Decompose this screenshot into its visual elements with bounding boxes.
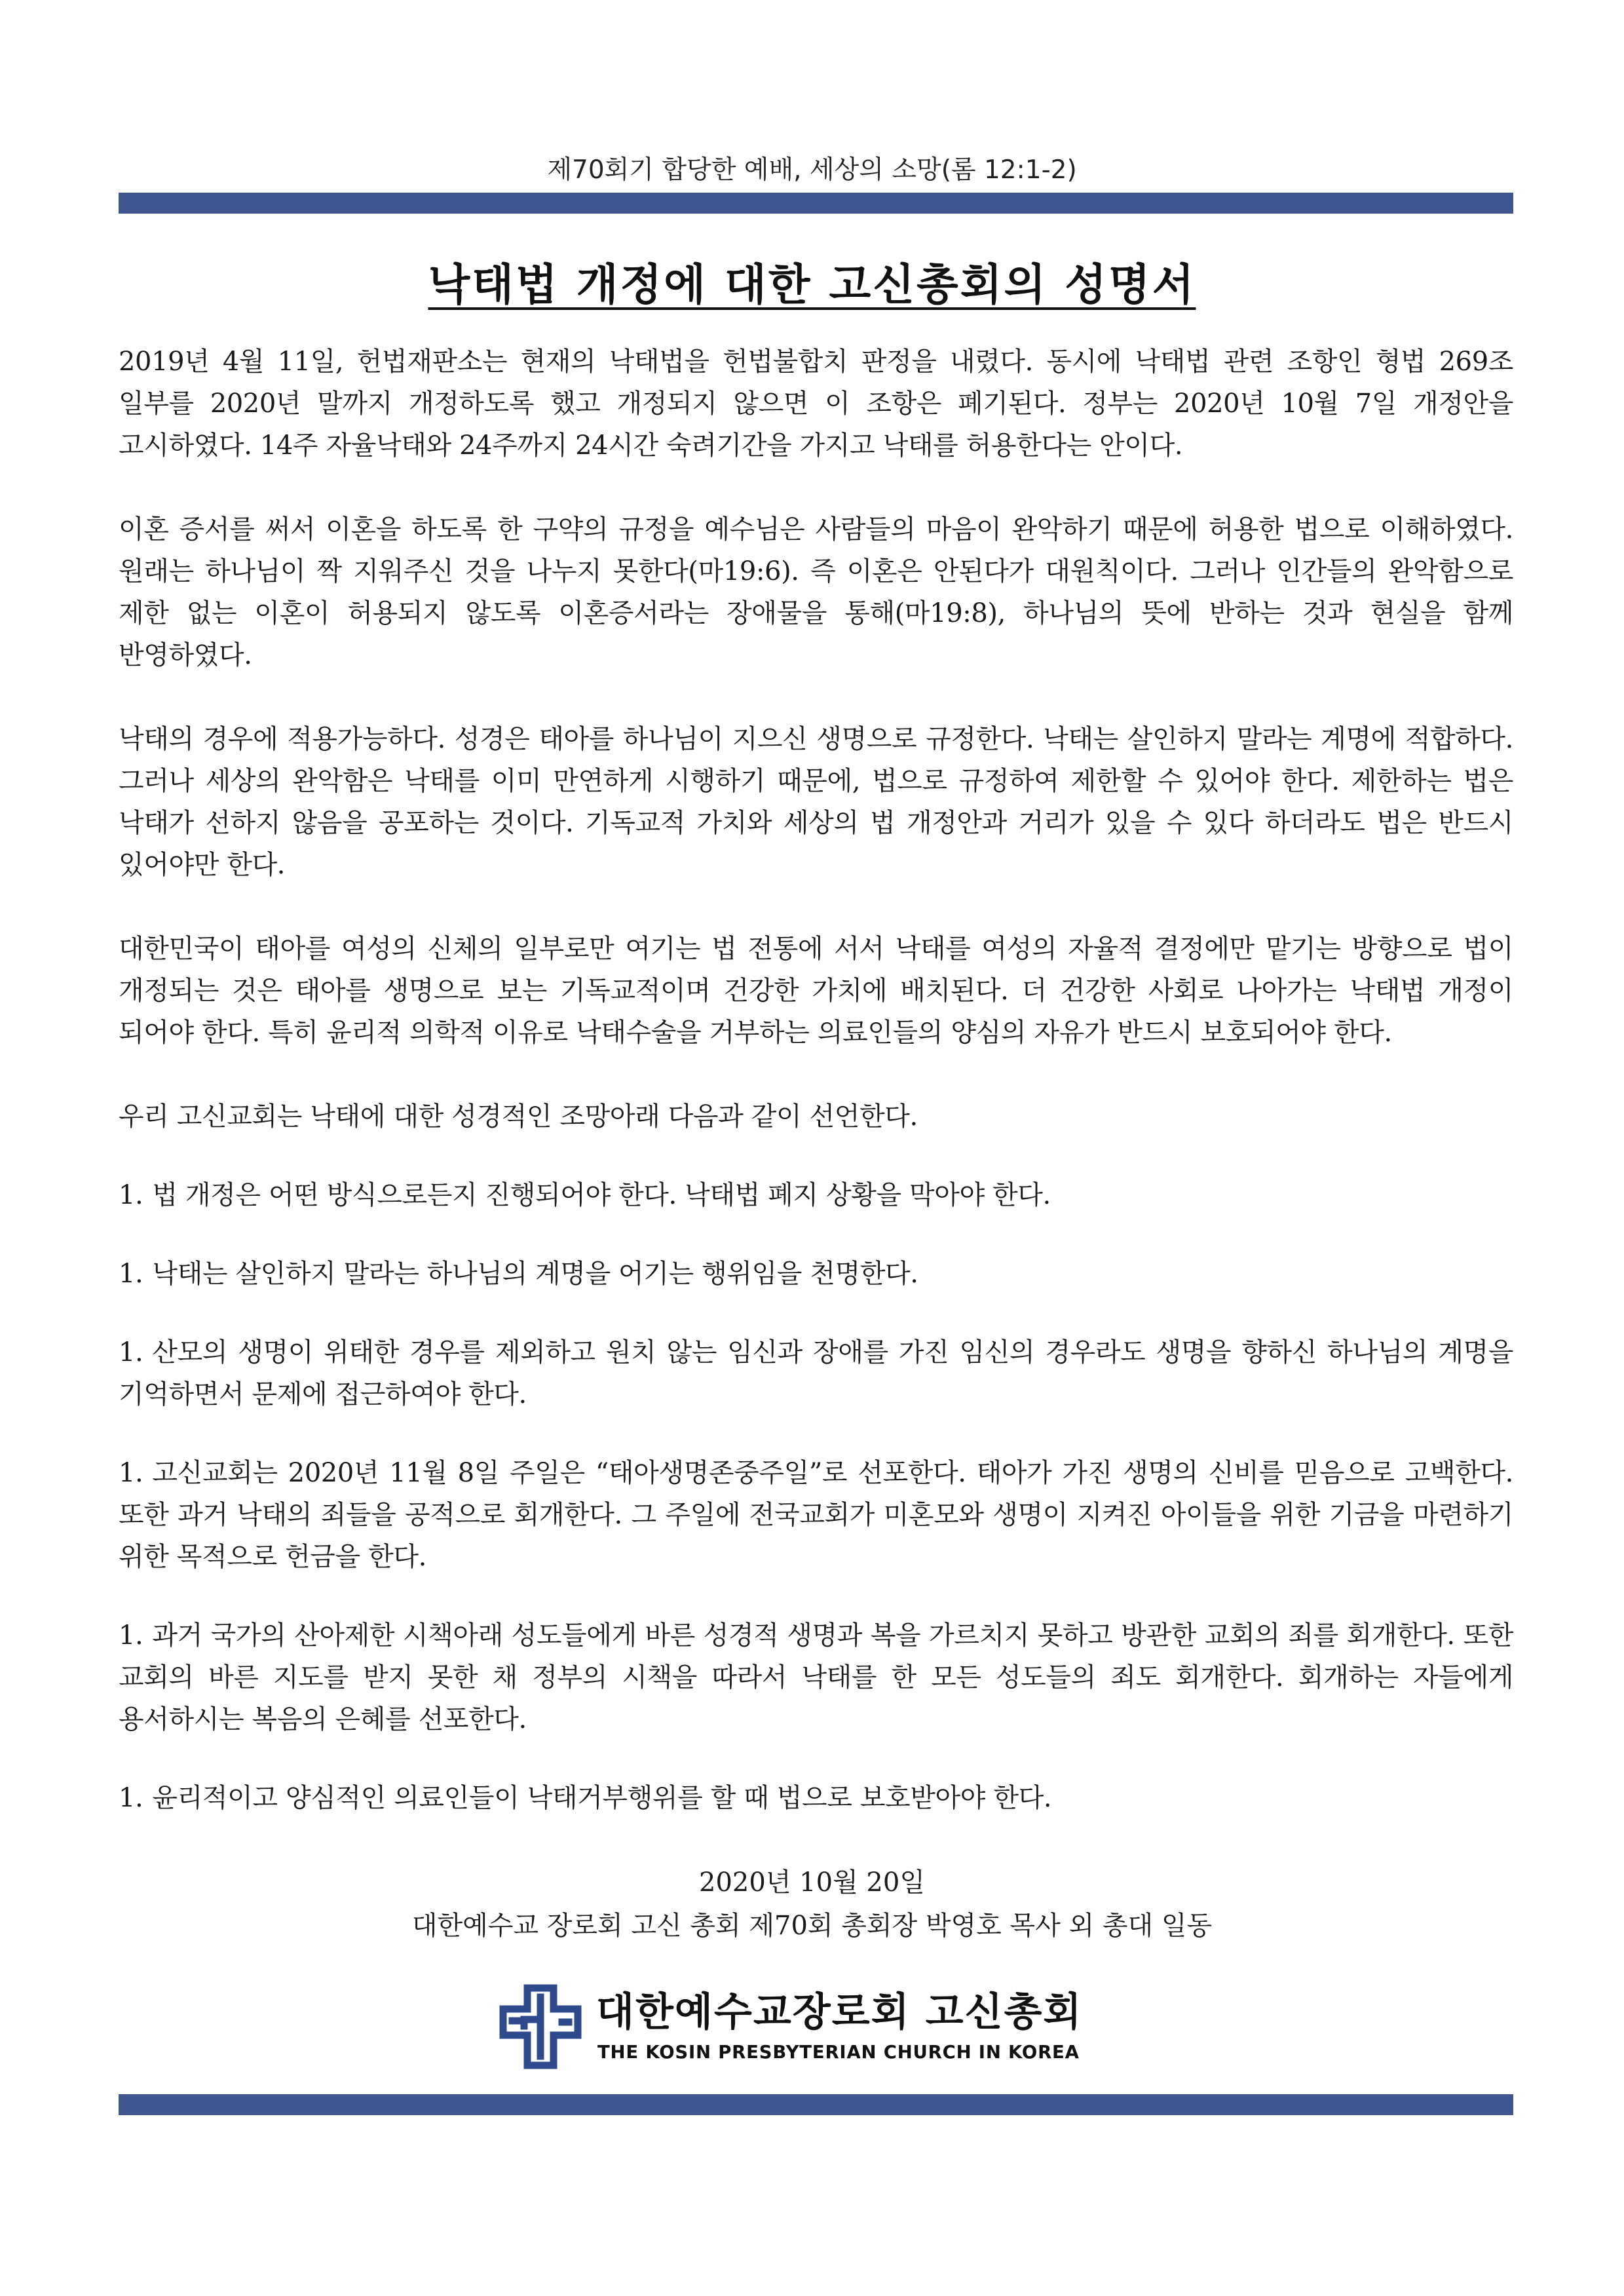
declaration-number: 1. — [119, 1783, 143, 1813]
declaration-item — [119, 1331, 1513, 1415]
declaration-number: 1. — [119, 1620, 143, 1651]
paragraph-law-direction: 대한민국이 태아를 여성의 신체의 일부로만 여기는 법 전통에 서서 낙태를 여성의 자율적 결정에만 맡기는 방향으로 법이 개정되는 것은 태아를 생명으로 보는 기독교적이며 건강한 가치에 배치된다. 더 건강한 사회로 나아가는 낙태법 개정이 되어야 한다. 특히 윤리적 의학적 이유로 낙태수술을 거부하는 의료인들의 양심의 자유가 반드시 보호되어야 한다. — [119, 934, 1513, 1048]
declaration-intro: 우리 고신교회는 낙태에 대한 성경적인 조망아래 다음과 같이 선언한다. — [119, 1101, 918, 1132]
declaration-text: 윤리적이고 양심적인 의료인들이 낙태거부행위를 할 때 법으로 보호받아야 한다. — [152, 1783, 1052, 1813]
logo-name-korean: 대한예수교장로회 고신총회 — [596, 1989, 1083, 2035]
declaration-text: 고신교회는 2020년 11월 8일 주일은 “태아생명존중주일”로 선포한다. 태아가 가진 생명의 신비를 믿음으로 고백한다. 또한 과거 낙태의 죄들을 공적으로 회개한다. 그 주일에 전국교회가 미혼모와 생명이 지켜진 아이들을 위한 기금을 마련하기 위한 목적으로 헌금을 한다. — [119, 1458, 1513, 1572]
church-emblem-icon — [498, 1983, 583, 2071]
declaration-number: 1. — [119, 1180, 143, 1210]
church-logo — [498, 1980, 1153, 2072]
declaration-item — [119, 1452, 1513, 1578]
declaration-item — [119, 1777, 1513, 1819]
statement-body — [119, 341, 1513, 1819]
declaration-item — [119, 1615, 1513, 1740]
declaration-text: 산모의 생명이 위태한 경우를 제외하고 원치 않는 임신과 장애를 가진 임신의 경우라도 생명을 향하신 하나님의 계명을 기억하면서 문제에 접근하여야 한다. — [119, 1337, 1513, 1409]
logo-name-english: THE KOSIN PRESBYTERIAN CHURCH IN KOREA — [597, 2042, 1080, 2063]
declaration-item — [119, 1174, 1513, 1216]
declaration-text: 법 개정은 어떤 방식으로든지 진행되어야 한다. 낙태법 폐지 상황을 막아야 한다. — [152, 1180, 1051, 1210]
paragraph-abortion-application: 낙태의 경우에 적용가능하다. 성경은 태아를 하나님이 지으신 생명으로 규정한다. 낙태는 살인하지 말라는 계명에 적합하다. 그러나 세상의 완악함은 낙태를 이미 만연하게 시행하기 때문에, 법으로 규정하여 제한할 수 있어야 한다. 제한하는 법은 낙태가 선하지 않음을 공포하는 것이다. 기독교적 가치와 세상의 법 개정안과 거리가 있을 수 있다 하더라도 법은 반드시 있어야만 한다. — [119, 724, 1513, 880]
signature-signatory: 대한예수교 장로회 고신 총회 제70회 총회장 박영호 목사 외 총대 일동 — [411, 1911, 1213, 1941]
signature-block — [0, 1861, 1624, 1947]
signature-date: 2020년 10월 20일 — [699, 1867, 925, 1898]
declaration-number: 1. — [119, 1259, 143, 1289]
paragraph-divorce-analogy: 이혼 증서를 써서 이혼을 하도록 한 구약의 규정을 예수님은 사람들의 마음이 완악하기 때문에 허용한 법으로 이해하였다. 원래는 하나님이 짝 지워주신 것을 나누지 못한다(마19:6). 즉 이혼은 안된다가 대원칙이다. 그러나 인간들의 완악함으로 제한 없는 이혼이 허용되지 않도록 이혼증서라는 장애물을 통해(마19:8), 하나님의 뜻에 반하는 것과 현실을 함께 반영하였다. — [119, 514, 1513, 670]
document-header-theme: 제70회기 합당한 예배, 세상의 소망(롬 12:1-2) — [547, 155, 1077, 185]
header-divider — [119, 193, 1513, 214]
statement-title: 낙태법 개정에 대한 고신총회의 성명서 — [428, 259, 1196, 310]
declaration-text: 낙태는 살인하지 말라는 하나님의 계명을 어기는 행위임을 천명한다. — [152, 1259, 918, 1289]
declaration-number: 1. — [119, 1458, 143, 1488]
declaration-item — [119, 1253, 1513, 1295]
declaration-number: 1. — [119, 1337, 143, 1368]
paragraph-court-ruling: 2019년 4월 11일, 헌법재판소는 현재의 낙태법을 헌법불합치 판정을 내렸다. 동시에 낙태법 관련 조항인 형법 269조 일부를 2020년 말까지 개정하도록 했고 개정되지 않으면 이 조항은 폐기된다. 정부는 2020년 10월 7일 개정안을 고시하였다. 14주 자율낙태와 24주까지 24시간 숙려기간을 가지고 낙태를 허용한다는 안이다. — [119, 347, 1513, 461]
footer-divider — [119, 2094, 1513, 2115]
declaration-text: 과거 국가의 산아제한 시책아래 성도들에게 바른 성경적 생명과 복을 가르치지 못하고 방관한 교회의 죄를 회개한다. 또한 교회의 바른 지도를 받지 못한 채 정부의 시책을 따라서 낙태를 한 모든 성도들의 죄도 회개한다. 회개하는 자들에게 용서하시는 복음의 은혜를 선포한다. — [119, 1620, 1513, 1734]
